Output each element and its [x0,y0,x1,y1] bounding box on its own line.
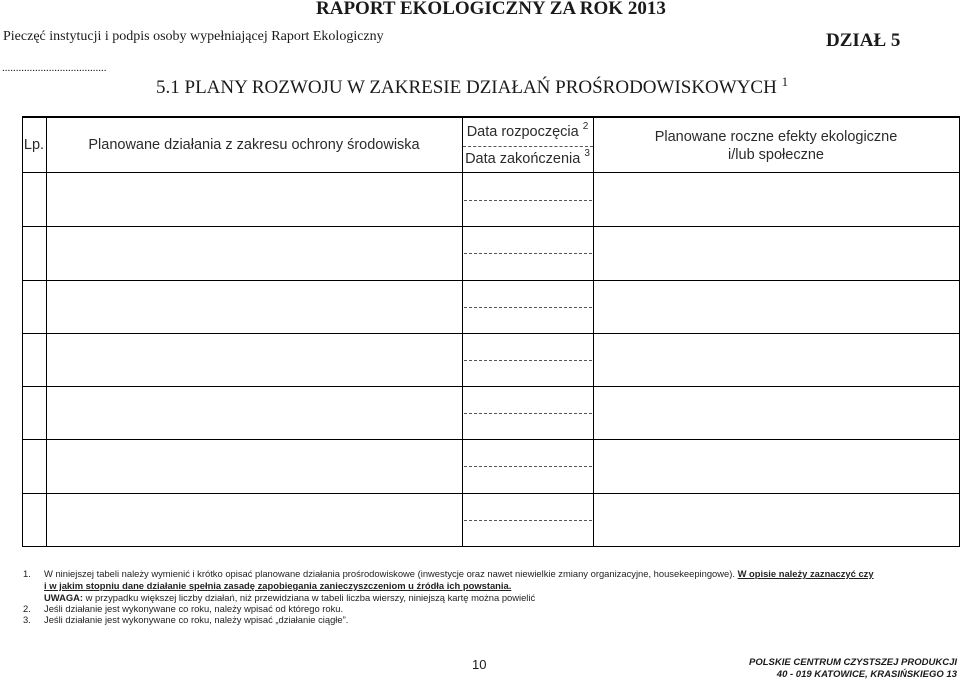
date-row-separator [464,253,592,254]
footnote-1-emphasis-b: i w jakim stopniu dane działanie spełnia zasadę zapobiegania zanieczyszczeniom u źródła ich powstania. [44,580,512,591]
date-row-separator [464,360,592,361]
footnote-1-number: 1. [23,568,31,579]
section-label: DZIAŁ 5 [826,30,901,51]
table-row [22,226,960,279]
row-divider [22,280,960,281]
footnote-1-emphasis-a: W opisie należy zaznaczyć czy [737,568,874,579]
date-header-separator [463,146,593,147]
table-row [22,280,960,333]
header-effects-line2: i/lub społeczne [728,147,824,163]
table-row [22,173,960,226]
header-end-date [462,148,593,167]
report-title: RAPORT EKOLOGICZNY ZA ROK 2013 [316,0,666,19]
table-row [22,386,960,439]
row-divider [22,439,960,440]
organization-name: POLSKIE CENTRUM CZYSTSZEJ PRODUKCJI [749,657,957,668]
footnote-2: Jeśli działanie jest wykonywane co roku, należy wpisać od którego roku. [44,603,344,614]
uwaga-text: w przypadku większej liczby działań, niż przewidziana w tabeli liczba wierszy, niniejszą kartę można powielić [85,592,536,603]
footnote-3: Jeśli działanie jest wykonywane co roku, należy wpisać „działanie ciągłe”. [44,614,349,625]
uwaga-note [44,592,535,603]
table-bottom-border [22,546,960,547]
table-top-border [22,116,960,118]
footnote-3-number: 3. [23,614,31,625]
date-row-separator [464,413,592,414]
header-effects [593,128,959,164]
header-lp: Lp. [23,137,45,153]
footnote-mark-3: 3 [584,148,590,159]
footnote-2-number: 2. [23,603,31,614]
footnote-1-emphasis-line [44,580,511,591]
organization-address: 40 - 019 KATOWICE, KRASIŃSKIEGO 13 [776,669,957,680]
date-row-separator [464,466,592,467]
uwaga-label: UWAGA: [44,592,84,603]
header-end-date-label: Data zakończenia [465,151,581,167]
table-row [22,439,960,492]
row-divider [22,493,960,494]
row-divider [22,226,960,227]
table-row [22,493,960,546]
section-title-footnote-mark: 1 [781,74,789,89]
header-effects-line1: Planowane roczne efekty ekologiczne [654,129,898,145]
table-row [22,333,960,386]
header-start-date [462,121,593,140]
row-divider [22,333,960,334]
footnote-mark-2: 2 [582,121,589,132]
header-actions: Planowane działania z zakresu ochrony środowiska [88,137,420,153]
page-number: 10 [472,657,487,672]
header-start-date-label: Data rozpoczęcia [466,124,579,140]
section-title-text: 5.1 PLANY ROZWOJU W ZAKRESIE DZIAŁAŃ PROŚRODOWISKOWYCH [156,77,777,98]
date-row-separator [464,200,592,201]
footnote-1-text: W niniejszej tabeli należy wymienić i krótko opisać planowane działania prośrodowiskowe (inwestycje oraz nawet niewielkie zmiany organizacyjne, housekeepingowe). [44,568,735,579]
date-row-separator [464,307,592,308]
date-row-separator [464,520,592,521]
footnote-1 [44,568,874,579]
stamp-label: Pieczęć instytucji i podpis osoby wypełniającej Raport Ekologiczny [3,29,384,44]
signature-dots: ...................................... [2,62,107,74]
row-divider [22,386,960,387]
